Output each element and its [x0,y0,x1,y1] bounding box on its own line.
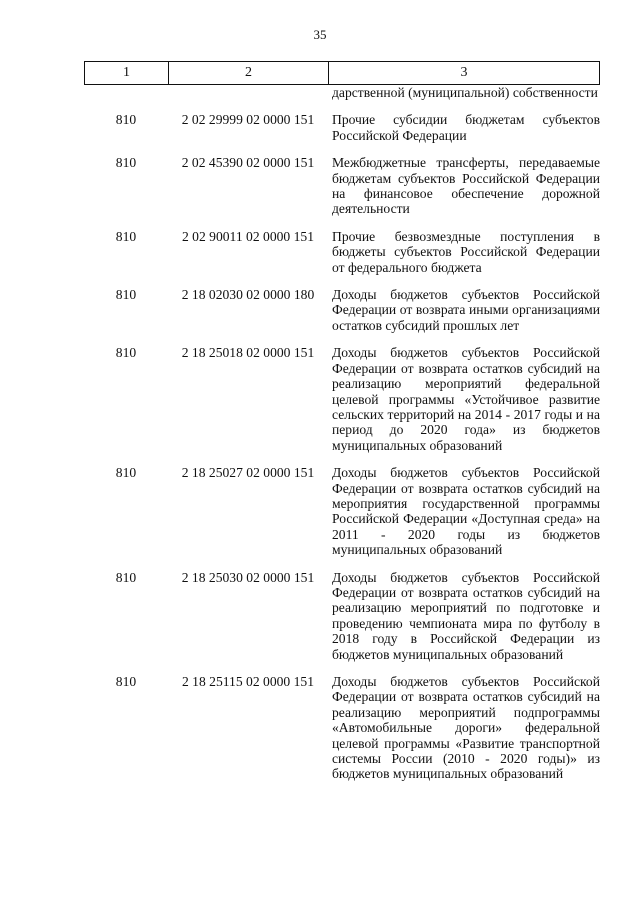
header-col-2: 2 [169,62,329,84]
admin-code: 810 [115,228,137,244]
header-col-1: 1 [85,62,169,84]
income-code: 2 18 25115 02 0000 151 [181,674,315,689]
income-code: 2 18 25018 02 0000 151 [181,345,315,361]
admin-code: 810 [115,674,137,689]
table-row [84,112,600,143]
income-name: Доходы бюджетов субъектов Российской Федерации от возврата остатков субсидий на реализацию мероприятий федеральной целевой программы «Устойчивое развитие сельских территорий на 2014 - 2017 годы и на период до 2020 года» из бюджетов муниципальных образований [332,345,600,453]
table-body [84,84,600,782]
income-name: Прочие субсидии бюджетам субъектов Российской Федерации [332,112,600,143]
table-row [84,465,600,557]
income-name: Доходы бюджетов субъектов Российской Федерации от возврата остатков субсидий на реализацию мероприятий подпрограммы «Автомобильные дороги» федеральной целевой программы «Развитие транспортной системы России (2010 - 2020 годы)» из бюджетов муниципальных образований [332,674,600,782]
table-row [84,229,600,275]
admin-code: 810 [115,345,137,361]
income-code: 2 18 25027 02 0000 151 [181,465,315,481]
table-row [84,155,600,217]
income-code: 2 02 45390 02 0000 151 [181,155,315,171]
header-col-3: 3 [460,65,468,80]
continuation-row [84,84,600,100]
table-row [84,570,600,662]
admin-code: 810 [115,287,137,303]
income-code: 2 18 25030 02 0000 151 [181,569,315,585]
income-code: 2 02 90011 02 0000 151 [181,228,315,244]
table-row [84,287,600,333]
admin-code: 810 [115,465,137,481]
table-header [84,61,600,85]
income-name: Доходы бюджетов субъектов Российской Федерации от возврата иными организациями остатков субсидий прошлых лет [332,287,600,333]
income-name: Прочие безвозмездные поступления в бюджеты субъектов Российской Федерации от федерального бюджета [332,228,600,275]
income-code: 2 02 29999 02 0000 151 [181,112,315,128]
income-name: Доходы бюджетов субъектов Российской Федерации от возврата остатков субсидий на реализацию мероприятий по подготовке и проведению чемпионата мира по футболу в 2018 году в Российской Федерации из бюджетов муниципальных образований [332,569,600,662]
continuation-text: дарственной (муниципальной) собственности [332,85,598,100]
income-name: Межбюджетные трансферты, передаваемые бюджетам субъектов Российской Федерации на финансовое обеспечение дорожной деятельности [332,155,600,217]
admin-code: 810 [115,112,137,128]
admin-code: 810 [115,569,137,585]
page-number: 35 [313,27,327,42]
admin-code: 810 [115,155,137,171]
table-row [84,674,600,782]
table-row [84,345,600,453]
income-code: 2 18 02030 02 0000 180 [181,287,315,303]
income-name: Доходы бюджетов субъектов Российской Федерации от возврата остатков субсидий на мероприятия государственной программы Российской Федерации «Доступная среда» на 2011 - 2020 годы из бюджетов муниципальных образований [332,465,600,558]
